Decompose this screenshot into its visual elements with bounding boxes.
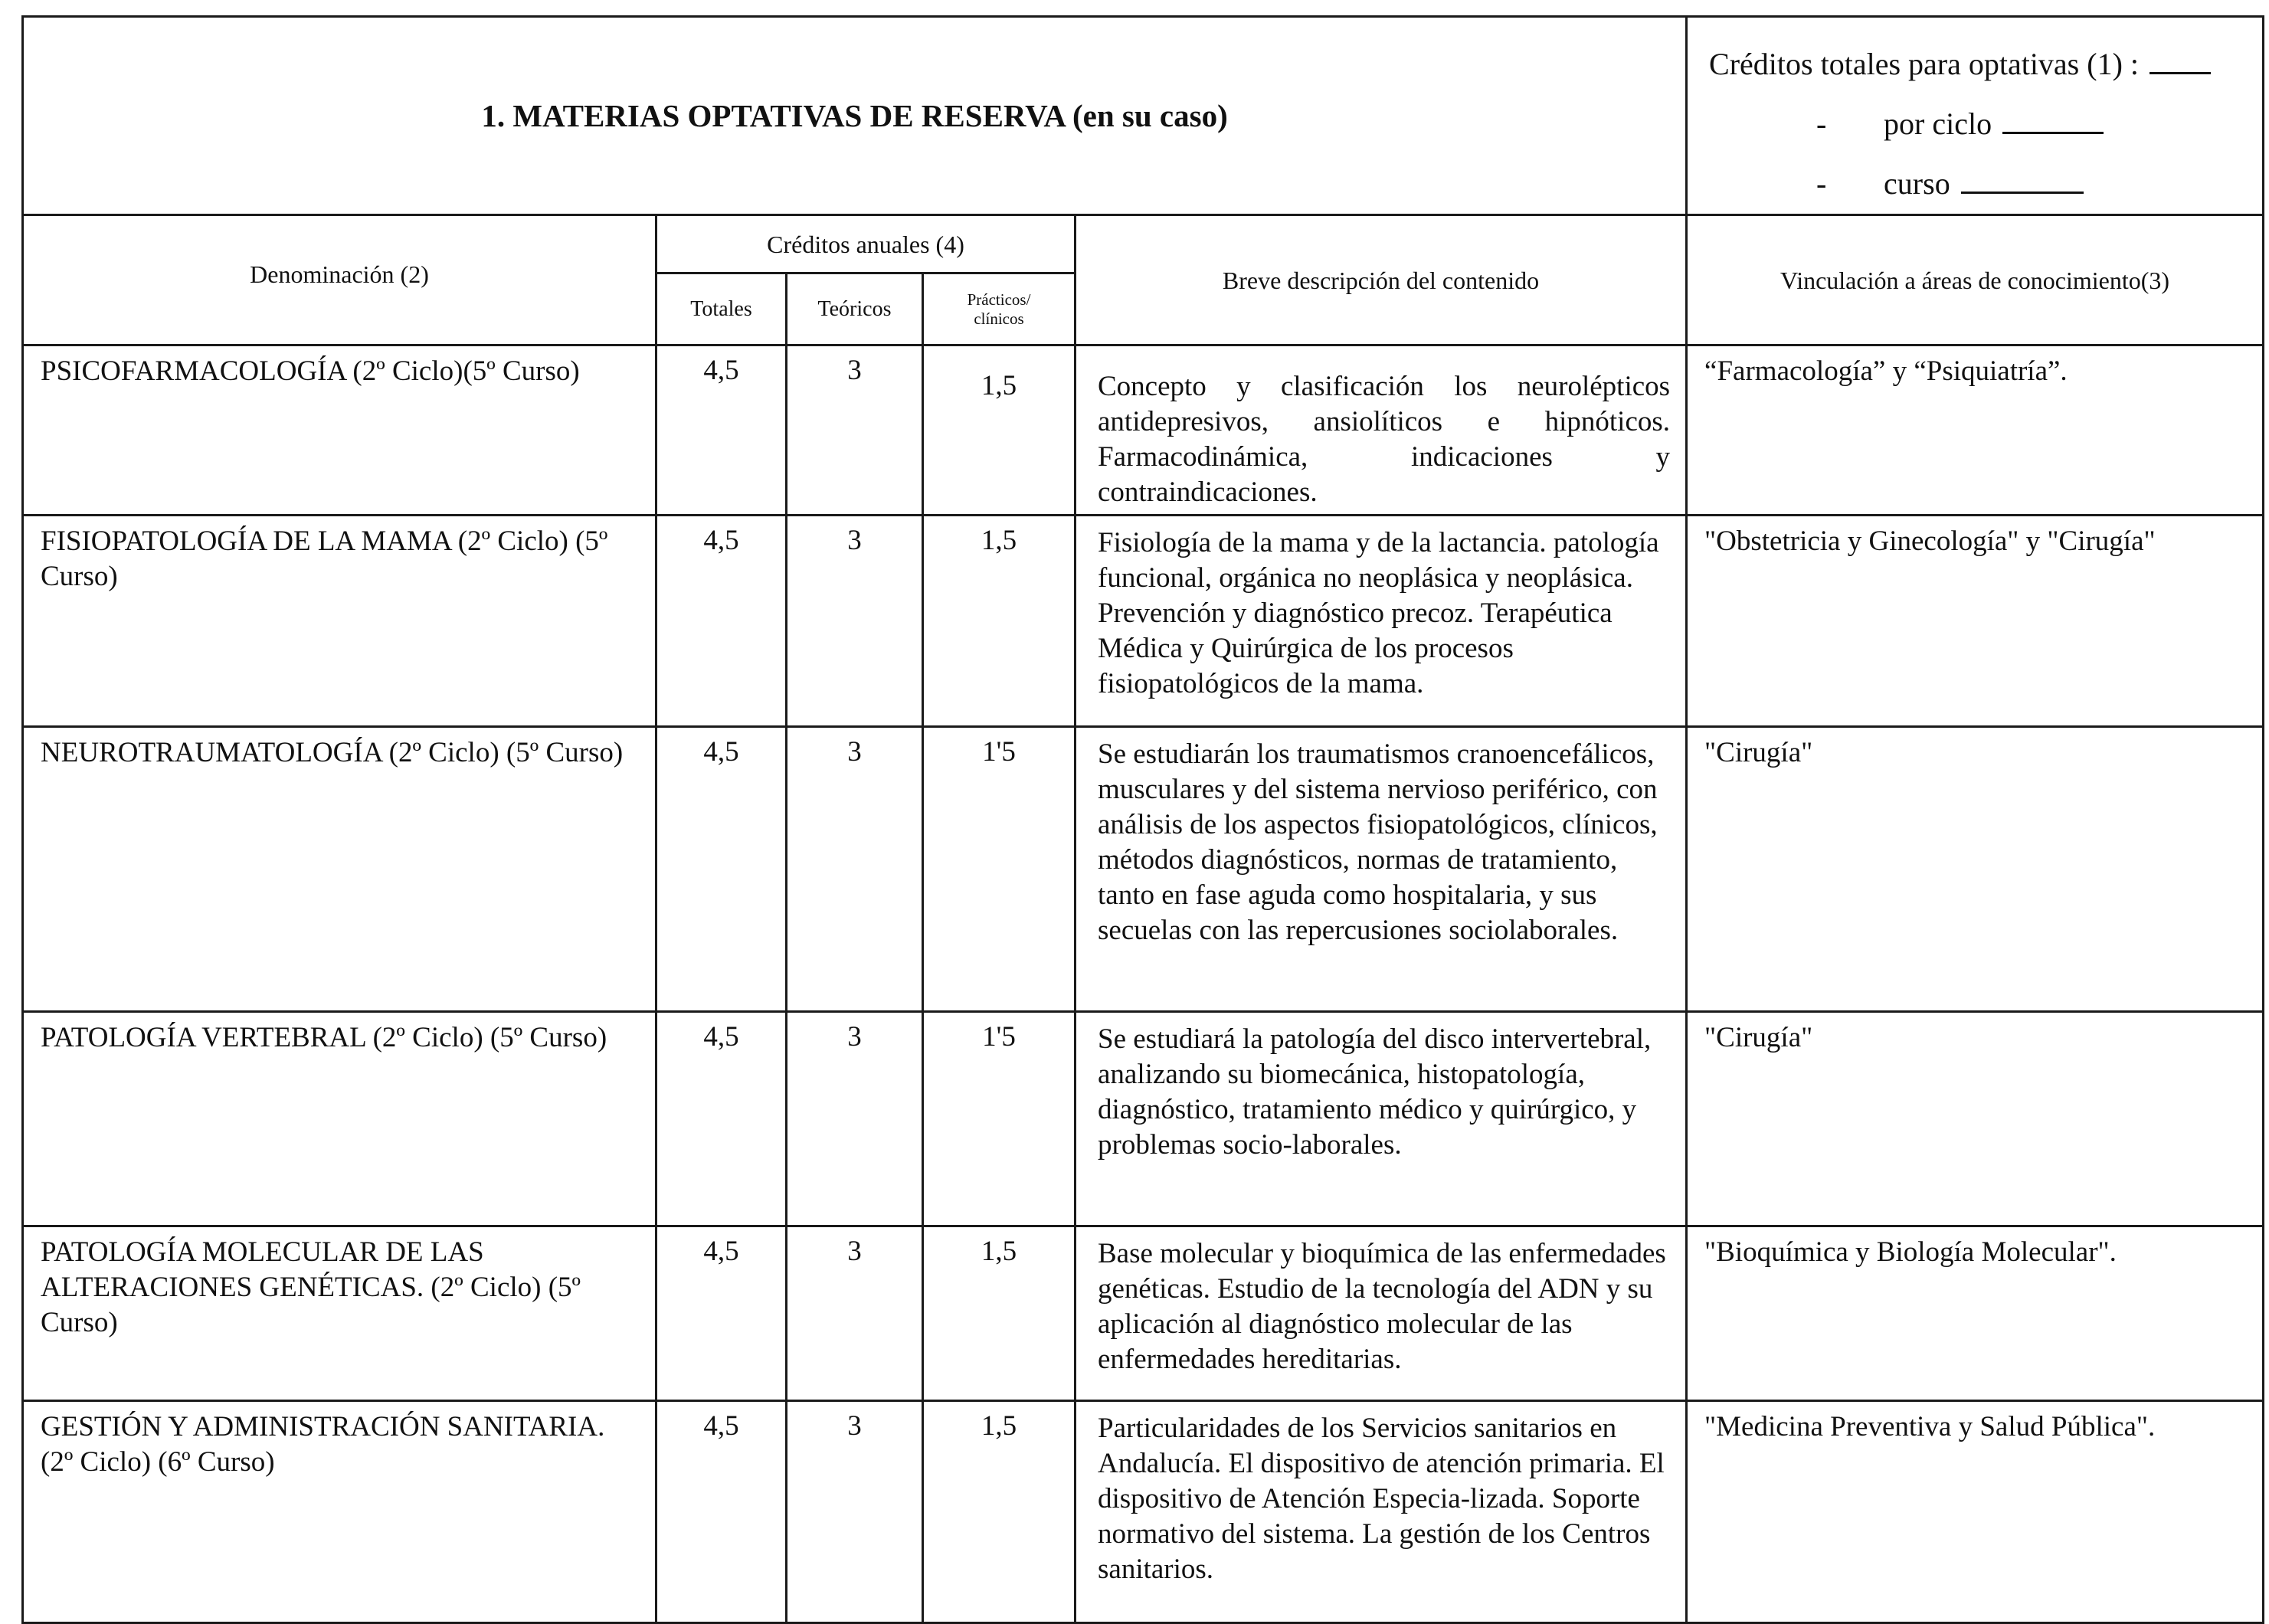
credits-practice: 1,5: [923, 345, 1076, 516]
table-row: [23, 516, 2264, 727]
knowledge-areas: "Cirugía": [1687, 727, 2264, 1012]
cycle-label: por ciclo: [1884, 106, 1992, 141]
table-row: [23, 1226, 2264, 1401]
credits-theory: 3: [787, 516, 923, 727]
total-credits-blank: [2149, 67, 2211, 74]
credits-practice: 1,5: [923, 1401, 1076, 1623]
page-title: 1. MATERIAS OPTATIVAS DE RESERVA (en su caso): [23, 17, 1687, 215]
subject-description: Se estudiará la patología del disco intervertebral, analizando su biomecánica, histopatología, diagnóstico, tratamiento médico y quirúrgico, y problemas socio-laborales.: [1076, 1012, 1687, 1226]
credits-theory: 3: [787, 345, 923, 516]
credits-total: 4,5: [656, 516, 787, 727]
knowledge-areas: "Medicina Preventiva y Salud Pública".: [1687, 1401, 2264, 1623]
header-theory: Teóricos: [787, 273, 923, 345]
credits-practice: 1'5: [923, 727, 1076, 1012]
knowledge-areas: "Cirugía": [1687, 1012, 2264, 1226]
course-label: curso: [1884, 166, 1950, 201]
credits-theory: 3: [787, 1401, 923, 1623]
subject-name: NEUROTRAUMATOLOGÍA (2º Ciclo) (5º Curso): [23, 727, 656, 1012]
total-credits-label: Créditos totales para optativas (1) :: [1709, 47, 2140, 81]
credits-practice: 1,5: [923, 516, 1076, 727]
subject-name: PATOLOGÍA MOLECULAR DE LAS ALTERACIONES GENÉTICAS. (2º Ciclo) (5º Curso): [23, 1226, 656, 1401]
credits-total: 4,5: [656, 727, 787, 1012]
cycle-blank: [2002, 127, 2104, 134]
credits-theory: 3: [787, 1012, 923, 1226]
header-annual-credits: Créditos anuales (4): [656, 215, 1076, 273]
subject-description: Fisiología de la mama y de la lactancia. patología funcional, orgánica no neoplásica y neoplásica. Prevención y diagnóstico precoz. Terapéutica Médica y Quirúrgica de los procesos fisiopatológicos de la mama.: [1076, 516, 1687, 727]
subject-description: Particularidades de los Servicios sanitarios en Andalucía. El dispositivo de atención primaria. El dispositivo de Atención Especia-lizada. Soporte normativo del sistema. La gestión de los Centros sanitarios.: [1076, 1401, 1687, 1623]
cycle-dash: -: [1816, 106, 1827, 141]
knowledge-areas: “Farmacología” y “Psiquiatría”.: [1687, 345, 2264, 516]
header-denomination: Denominación (2): [23, 215, 656, 345]
header-knowledge-areas: Vinculación a áreas de conocimiento(3): [1687, 215, 2264, 345]
header-row-1: [23, 215, 2264, 273]
knowledge-areas: "Bioquímica y Biología Molecular".: [1687, 1226, 2264, 1401]
table-row: [23, 1012, 2264, 1226]
header-practice: [923, 273, 1076, 345]
credit-summary: [1687, 17, 2264, 215]
total-credits-line: [1709, 34, 2262, 94]
credits-practice: 1,5: [923, 1226, 1076, 1401]
subject-description: Base molecular y bioquímica de las enfermedades genéticas. Estudio de la tecnología del ADN y su aplicación al diagnóstico molecular de las enfermedades hereditarias.: [1076, 1226, 1687, 1401]
credits-total: 4,5: [656, 1226, 787, 1401]
header-practice-line1: Prácticos/: [967, 290, 1031, 309]
credits-total: 4,5: [656, 1401, 787, 1623]
table-row: [23, 345, 2264, 516]
header-totals: Totales: [656, 273, 787, 345]
cycle-line: [1709, 94, 2262, 154]
subject-description: Concepto y clasificación los neurolépticos antidepresivos, ansiolíticos e hipnóticos. Farmacodinámica, indicaciones y contraindicaciones.: [1076, 345, 1687, 516]
credits-practice: 1'5: [923, 1012, 1076, 1226]
course-blank: [1961, 187, 2084, 194]
title-row: [23, 17, 2264, 215]
subject-name: FISIOPATOLOGÍA DE LA MAMA (2º Ciclo) (5º Curso): [23, 516, 656, 727]
credits-total: 4,5: [656, 1012, 787, 1226]
course-line: [1709, 154, 2262, 214]
credits-total: 4,5: [656, 345, 787, 516]
subject-name: PSICOFARMACOLOGÍA (2º Ciclo)(5º Curso): [23, 345, 656, 516]
header-description: Breve descripción del contenido: [1076, 215, 1687, 345]
table-row: [23, 1401, 2264, 1623]
optional-subjects-table: [21, 15, 2264, 1624]
subject-name: PATOLOGÍA VERTEBRAL (2º Ciclo) (5º Curso): [23, 1012, 656, 1226]
subject-description: Se estudiarán los traumatismos cranoencefálicos, musculares y del sistema nervioso periférico, con análisis de los aspectos fisiopatológicos, clínicos, métodos diagnósticos, normas de tratamiento, tanto en fase aguda como hospitalaria, y sus secuelas con las repercusiones sociolaborales.: [1076, 727, 1687, 1012]
course-dash: -: [1816, 166, 1827, 201]
header-practice-line2: clínicos: [974, 309, 1024, 328]
knowledge-areas: "Obstetricia y Ginecología" y "Cirugía": [1687, 516, 2264, 727]
subject-name: GESTIÓN Y ADMINISTRACIÓN SANITARIA. (2º Ciclo) (6º Curso): [23, 1401, 656, 1623]
credits-theory: 3: [787, 1226, 923, 1401]
credits-theory: 3: [787, 727, 923, 1012]
table-row: [23, 727, 2264, 1012]
